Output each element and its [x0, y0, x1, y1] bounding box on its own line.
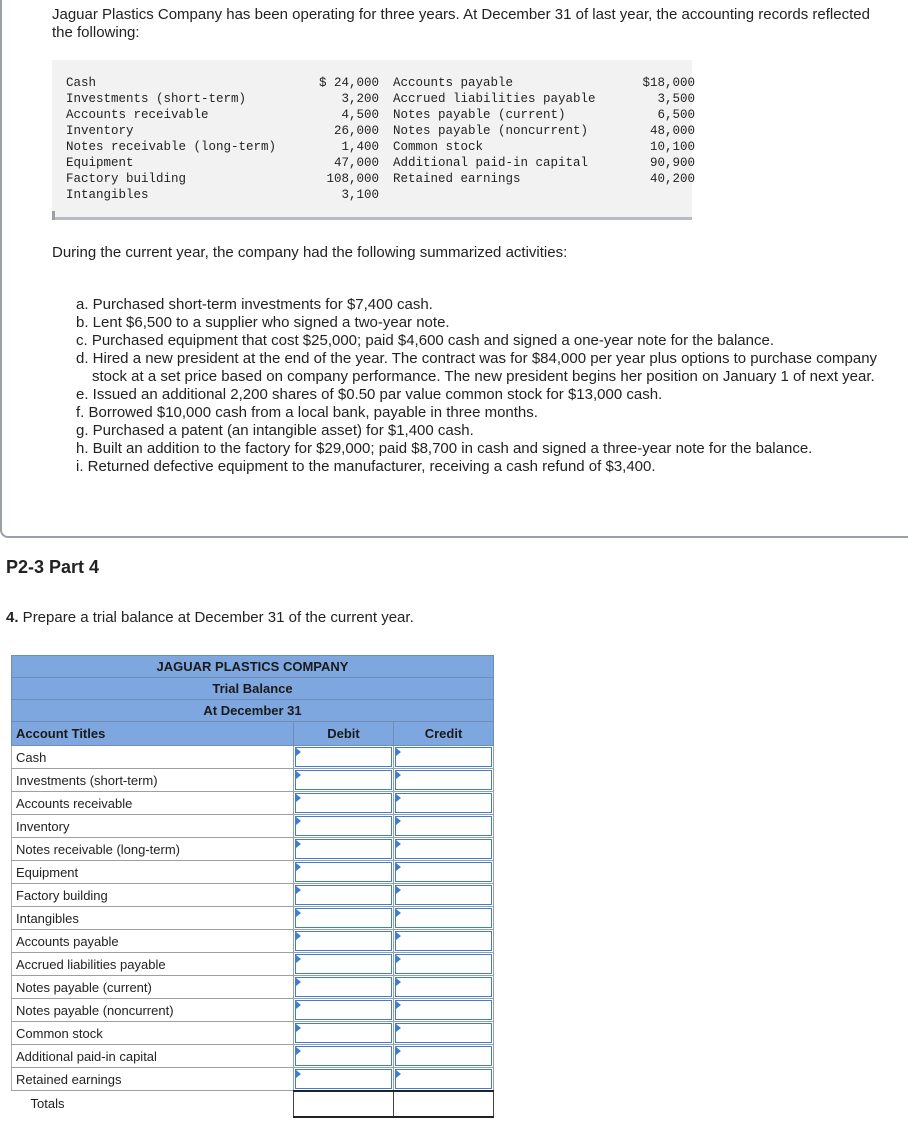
table-row: [12, 976, 494, 999]
credit-cell: [394, 769, 494, 792]
balance-left-value: $ 24,000: [318, 76, 379, 90]
credit-total-cell: [394, 1091, 494, 1117]
table-row: [12, 861, 494, 884]
account-title: Intangibles: [12, 907, 294, 930]
balance-right-name: Notes payable (noncurrent): [393, 124, 589, 138]
account-title: Equipment: [12, 861, 294, 884]
credit-cell: [394, 1022, 494, 1045]
credit-input[interactable]: [395, 931, 492, 951]
credit-cell: [394, 815, 494, 838]
debit-cell: [294, 769, 394, 792]
debit-input[interactable]: [295, 816, 392, 836]
balance-left-name: Intangibles: [66, 188, 149, 202]
debit-input[interactable]: [295, 954, 392, 974]
trial-balance-table: [11, 655, 494, 1118]
table-row: [12, 930, 494, 953]
debit-input[interactable]: [295, 839, 392, 859]
table-row: [12, 769, 494, 792]
debit-cell: [294, 746, 394, 769]
activity-item: f. Borrowed $10,000 cash from a local bank, payable in three months.: [76, 404, 538, 421]
balance-left-value: 26,000: [333, 124, 379, 138]
debit-input[interactable]: [295, 1023, 392, 1043]
account-title: Notes payable (noncurrent): [12, 999, 294, 1022]
table-row: [12, 838, 494, 861]
credit-total-input[interactable]: [395, 1093, 492, 1115]
activity-item: b. Lent $6,500 to a supplier who signed a two-year note.: [76, 314, 450, 331]
activities-list: [76, 296, 896, 476]
debit-input[interactable]: [295, 908, 392, 928]
credit-cell: [394, 1045, 494, 1068]
credit-cell: [394, 838, 494, 861]
table-row: [12, 953, 494, 976]
account-title: Inventory: [12, 815, 294, 838]
balance-right-value: 40,200: [649, 172, 695, 186]
credit-input[interactable]: [395, 816, 492, 836]
credit-input[interactable]: [395, 1069, 492, 1089]
col-header-account: Account Titles: [12, 722, 294, 746]
debit-cell: [294, 884, 394, 907]
balance-left-value: 4,500: [341, 108, 379, 122]
debit-total-input[interactable]: [295, 1093, 392, 1115]
table-row: [12, 907, 494, 930]
account-title: Investments (short-term): [12, 769, 294, 792]
account-title: Accrued liabilities payable: [12, 953, 294, 976]
credit-cell: [394, 746, 494, 769]
col-header-debit: Debit: [294, 722, 394, 746]
debit-cell: [294, 930, 394, 953]
debit-input[interactable]: [295, 1069, 392, 1089]
balance-left-value: 47,000: [333, 156, 379, 170]
totals-label: Totals: [30, 1096, 65, 1112]
account-title: Notes receivable (long-term): [12, 838, 294, 861]
table-row: [12, 999, 494, 1022]
debit-input[interactable]: [295, 1046, 392, 1066]
debit-cell: [294, 838, 394, 861]
debit-input[interactable]: [295, 885, 392, 905]
company-name: JAGUAR PLASTICS COMPANY: [12, 656, 494, 678]
credit-input[interactable]: [395, 954, 492, 974]
credit-input[interactable]: [395, 1000, 492, 1020]
table-row: [12, 1068, 494, 1091]
account-balances-grid: [66, 76, 695, 204]
credit-cell: [394, 976, 494, 999]
statement-title: Trial Balance: [12, 678, 494, 700]
debit-cell: [294, 1045, 394, 1068]
credit-input[interactable]: [395, 885, 492, 905]
table-row: [12, 815, 494, 838]
credit-input[interactable]: [395, 747, 492, 767]
credit-input[interactable]: [395, 862, 492, 882]
activity-item: e. Issued an additional 2,200 shares of $0.50 par value common stock for $13,000 cash.: [76, 386, 663, 403]
credit-input[interactable]: [395, 793, 492, 813]
table-row: [12, 792, 494, 815]
account-title: Common stock: [12, 1022, 294, 1045]
table-row: [12, 1045, 494, 1068]
credit-cell: [394, 861, 494, 884]
account-title: Additional paid-in capital: [12, 1045, 294, 1068]
credit-input[interactable]: [395, 1023, 492, 1043]
balance-left-name: Factory building: [66, 172, 187, 186]
debit-cell: [294, 1068, 394, 1091]
instruction-text: Prepare a trial balance at December 31 of the current year.: [18, 609, 414, 626]
credit-input[interactable]: [395, 770, 492, 790]
balance-left-value: 108,000: [326, 172, 379, 186]
activity-item: i. Returned defective equipment to the manufacturer, receiving a cash refund of $3,400.: [76, 458, 656, 475]
balance-left-name: Accounts receivable: [66, 108, 209, 122]
credit-input[interactable]: [395, 1046, 492, 1066]
balance-left-value: 3,100: [341, 188, 379, 202]
balance-right-value: 3,500: [657, 92, 695, 106]
balance-left-name: Notes receivable (long-term): [66, 140, 277, 154]
balance-left-name: Investments (short-term): [66, 92, 247, 106]
balance-right-name: Accrued liabilities payable: [393, 92, 596, 106]
activity-item: h. Built an addition to the factory for $29,000; paid $8,700 in cash and signed a three-year note for the balance.: [76, 440, 813, 457]
totals-row: [12, 1091, 494, 1117]
credit-cell: [394, 953, 494, 976]
box-corner-marker: [52, 211, 55, 220]
balance-right-value: 90,900: [649, 156, 695, 170]
activity-item: a. Purchased short-term investments for $7,400 cash.: [76, 296, 433, 313]
activity-item: g. Purchased a patent (an intangible asset) for $1,400 cash.: [76, 422, 474, 439]
account-title: Retained earnings: [12, 1068, 294, 1091]
activity-item: d. Hired a new president at the end of the year. The contract was for $84,000 per year plus options to purchase company stock at a set price based on company performance. The new president begins her position on January 1 of next year.: [76, 350, 878, 385]
debit-cell: [294, 999, 394, 1022]
balance-right-name: Accounts payable: [393, 76, 514, 90]
credit-cell: [394, 1068, 494, 1091]
balance-right-value: 10,100: [649, 140, 695, 154]
account-title: Accounts payable: [12, 930, 294, 953]
table-row: [12, 1022, 494, 1045]
debit-input[interactable]: [295, 747, 392, 767]
debit-input[interactable]: [295, 1000, 392, 1020]
debit-input[interactable]: [295, 793, 392, 813]
col-header-credit: Credit: [394, 722, 494, 746]
credit-cell: [394, 792, 494, 815]
balance-left-name: Cash: [66, 76, 97, 90]
balance-right-value: 6,500: [657, 108, 695, 122]
part-title: P2-3 Part 4: [6, 557, 100, 577]
intro-text: Jaguar Plastics Company has been operating for three years. At December 31 of last year, the accounting records reflected the following:: [52, 6, 870, 41]
debit-cell: [294, 815, 394, 838]
balance-right-name: Retained earnings: [393, 172, 521, 186]
credit-cell: [394, 884, 494, 907]
account-title: Accounts receivable: [12, 792, 294, 815]
debit-input[interactable]: [295, 862, 392, 882]
account-title: Notes payable (current): [12, 976, 294, 999]
account-title: Cash: [12, 746, 294, 769]
question-panel: [0, 0, 908, 538]
activities-intro: During the current year, the company had the following summarized activities:: [52, 244, 568, 261]
balance-left-value: 3,200: [341, 92, 379, 106]
credit-cell: [394, 999, 494, 1022]
debit-cell: [294, 953, 394, 976]
debit-cell: [294, 1022, 394, 1045]
credit-cell: [394, 907, 494, 930]
balance-left-name: Equipment: [66, 156, 134, 170]
balance-right-value: $18,000: [642, 76, 695, 90]
statement-date: At December 31: [12, 700, 494, 722]
credit-cell: [394, 930, 494, 953]
credit-input[interactable]: [395, 908, 492, 928]
debit-cell: [294, 976, 394, 999]
debit-cell: [294, 861, 394, 884]
instruction: [6, 609, 414, 626]
instruction-number: 4.: [6, 609, 19, 626]
debit-input[interactable]: [295, 931, 392, 951]
balance-left-name: Inventory: [66, 124, 134, 138]
account-title: Factory building: [12, 884, 294, 907]
credit-input[interactable]: [395, 977, 492, 997]
credit-input[interactable]: [395, 839, 492, 859]
balance-right-name: Notes payable (current): [393, 108, 566, 122]
balance-left-value: 1,400: [341, 140, 379, 154]
balance-right-value: 48,000: [649, 124, 695, 138]
balance-right-name: Additional paid-in capital: [393, 156, 589, 170]
debit-total-cell: [294, 1091, 394, 1117]
debit-cell: [294, 792, 394, 815]
account-balances-box: [52, 60, 695, 220]
activity-item: c. Purchased equipment that cost $25,000; paid $4,600 cash and signed a one-year note for the balance.: [76, 332, 774, 349]
empty-cell: [379, 188, 599, 204]
debit-cell: [294, 907, 394, 930]
table-row: [12, 884, 494, 907]
debit-input[interactable]: [295, 770, 392, 790]
table-row: [12, 746, 494, 769]
debit-input[interactable]: [295, 977, 392, 997]
balance-right-name: Common stock: [393, 140, 484, 154]
empty-cell: [599, 188, 695, 204]
